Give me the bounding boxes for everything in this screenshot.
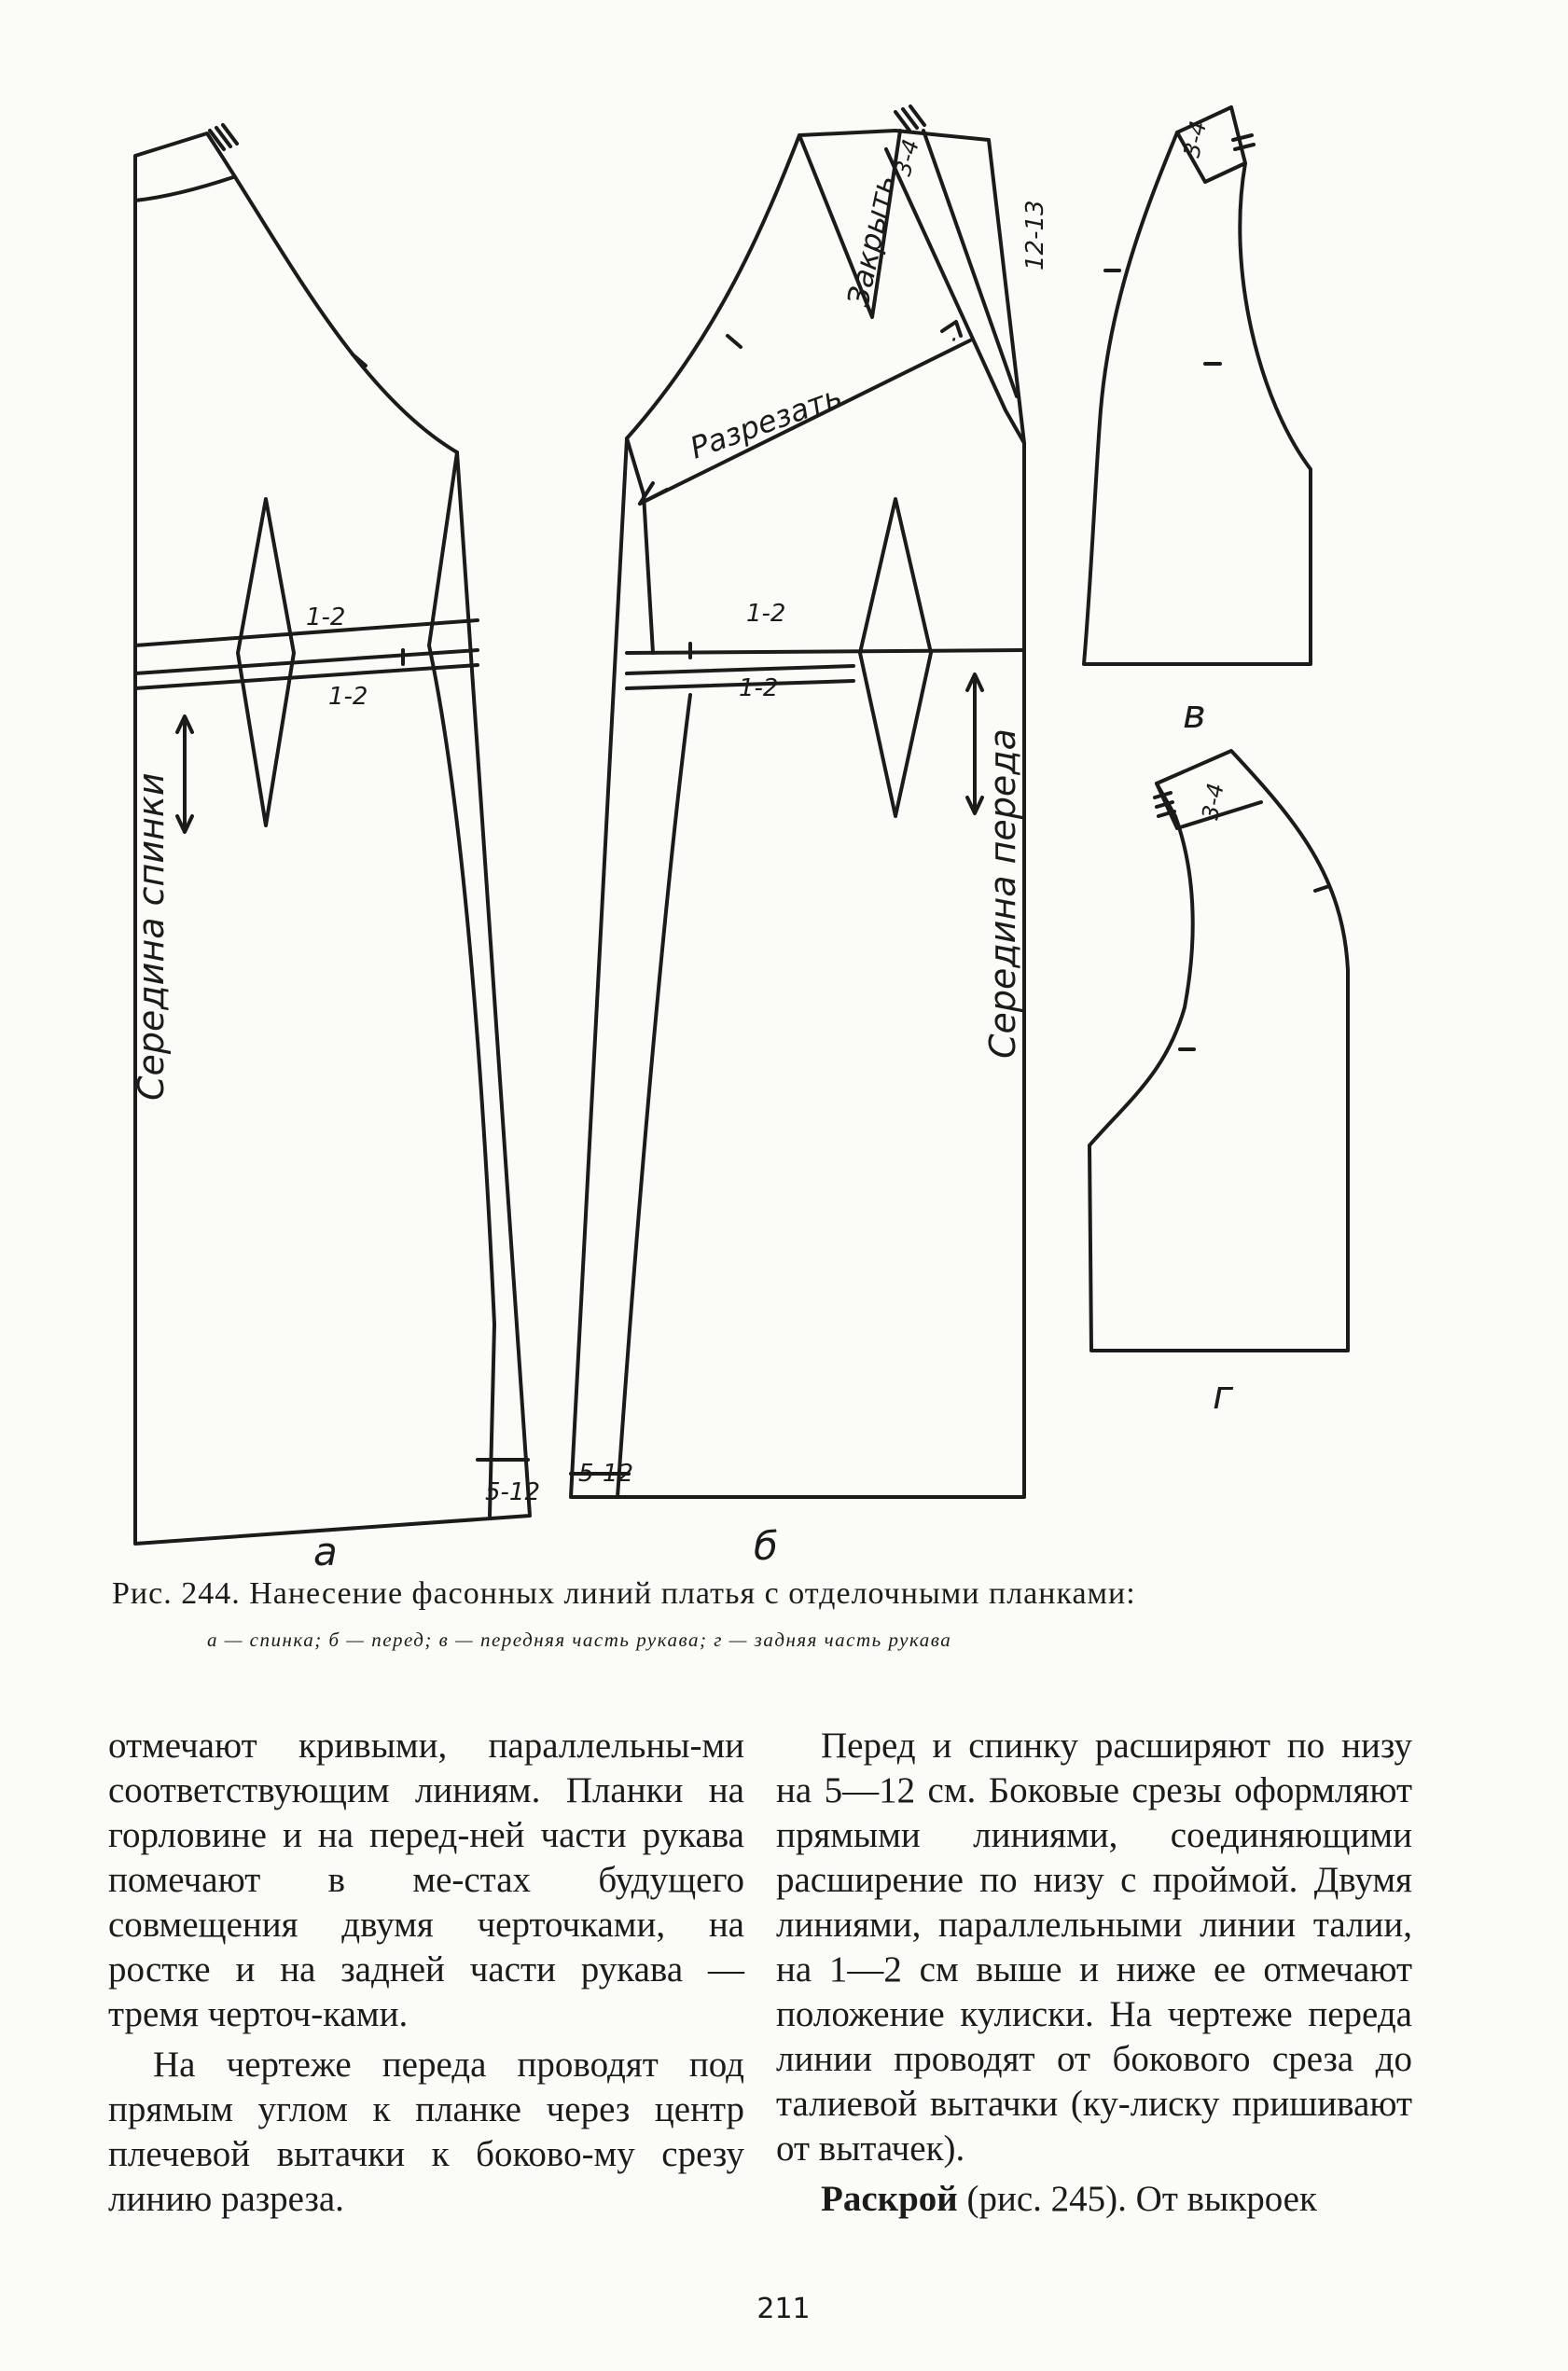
text-column-right bbox=[776, 1724, 1412, 2228]
front-measure-1-2-lower: 1-2 bbox=[739, 674, 779, 702]
panel-label-a: а bbox=[313, 1529, 338, 1574]
front-hem-measure-5-12: 5-12 bbox=[578, 1460, 634, 1488]
figure-subcaption: а — спинка; б — перед; в — передняя часть рукава; г — задняя часть рукава bbox=[207, 1629, 952, 1651]
section-heading: Раскрой bbox=[821, 2179, 958, 2220]
text-column-left bbox=[108, 1724, 744, 2228]
front-sleeve-measure-3-4: 3-4 bbox=[1178, 118, 1213, 160]
back-sleeve-measure-3-4: 3-4 bbox=[1197, 781, 1229, 823]
front-measure-1-2-upper: 1-2 bbox=[746, 600, 786, 628]
paragraph: Перед и спинку расширяют по низу на 5—12 см. Боковые срезы оформляют прямыми линиями, соединяющими расширение по низу с проймой. Двумя линиями, параллельными линии талии, на 1—2 см выше и ниже ее отмечают положение кулиски. На чертеже переда линии проводят от бокового среза до талиевой вытачки (ку-лиску пришивают от вытачек). bbox=[776, 1726, 1412, 2170]
figure-caption: Рис. 244. Нанесение фасонных линий платья с отделочными планками: bbox=[112, 1576, 1136, 1611]
front-neck-measure-3-4: 3-4 bbox=[889, 136, 924, 179]
cut-label: Разрезать bbox=[685, 378, 847, 466]
back-sleeve-pattern bbox=[1089, 751, 1348, 1351]
close-label: Закрыть bbox=[840, 172, 903, 310]
paragraph: отмечают кривыми, параллельны-ми соответствующим линиям. Планки на горловине и на перед-ней части рукава помечают в ме-стах будущего совмещения двумя черточками, на ростке и на задней части рукава — тремя черточ-ками. bbox=[108, 1726, 744, 2035]
panel-label-v: в bbox=[1183, 691, 1206, 737]
back-measure-1-2-lower: 1-2 bbox=[328, 683, 368, 711]
right-angle-mark: · bbox=[950, 326, 958, 354]
paragraph-text: (рис. 245). От выкроек bbox=[957, 2179, 1317, 2220]
back-center-label: Середина спинки bbox=[131, 772, 172, 1101]
front-sleeve-pattern bbox=[1084, 107, 1311, 664]
back-measure-1-2-upper: 1-2 bbox=[306, 603, 346, 631]
paragraph: На чертеже переда проводят под прямым углом к планке через центр плечевой вытачки к боково-му срезу линию разреза. bbox=[108, 2045, 744, 2220]
back-pattern bbox=[135, 125, 530, 1544]
back-hem-measure-5-12: 5-12 bbox=[485, 1478, 541, 1506]
panel-label-g: г bbox=[1213, 1372, 1234, 1418]
page-number: 211 bbox=[756, 2293, 811, 2325]
front-shoulder-measure-12-13: 12-13 bbox=[1021, 200, 1049, 270]
panel-label-b: б bbox=[754, 1523, 778, 1569]
paragraph-cutting bbox=[776, 2177, 1412, 2222]
front-center-label: Середина переда bbox=[982, 728, 1023, 1059]
front-pattern bbox=[571, 106, 1024, 1497]
